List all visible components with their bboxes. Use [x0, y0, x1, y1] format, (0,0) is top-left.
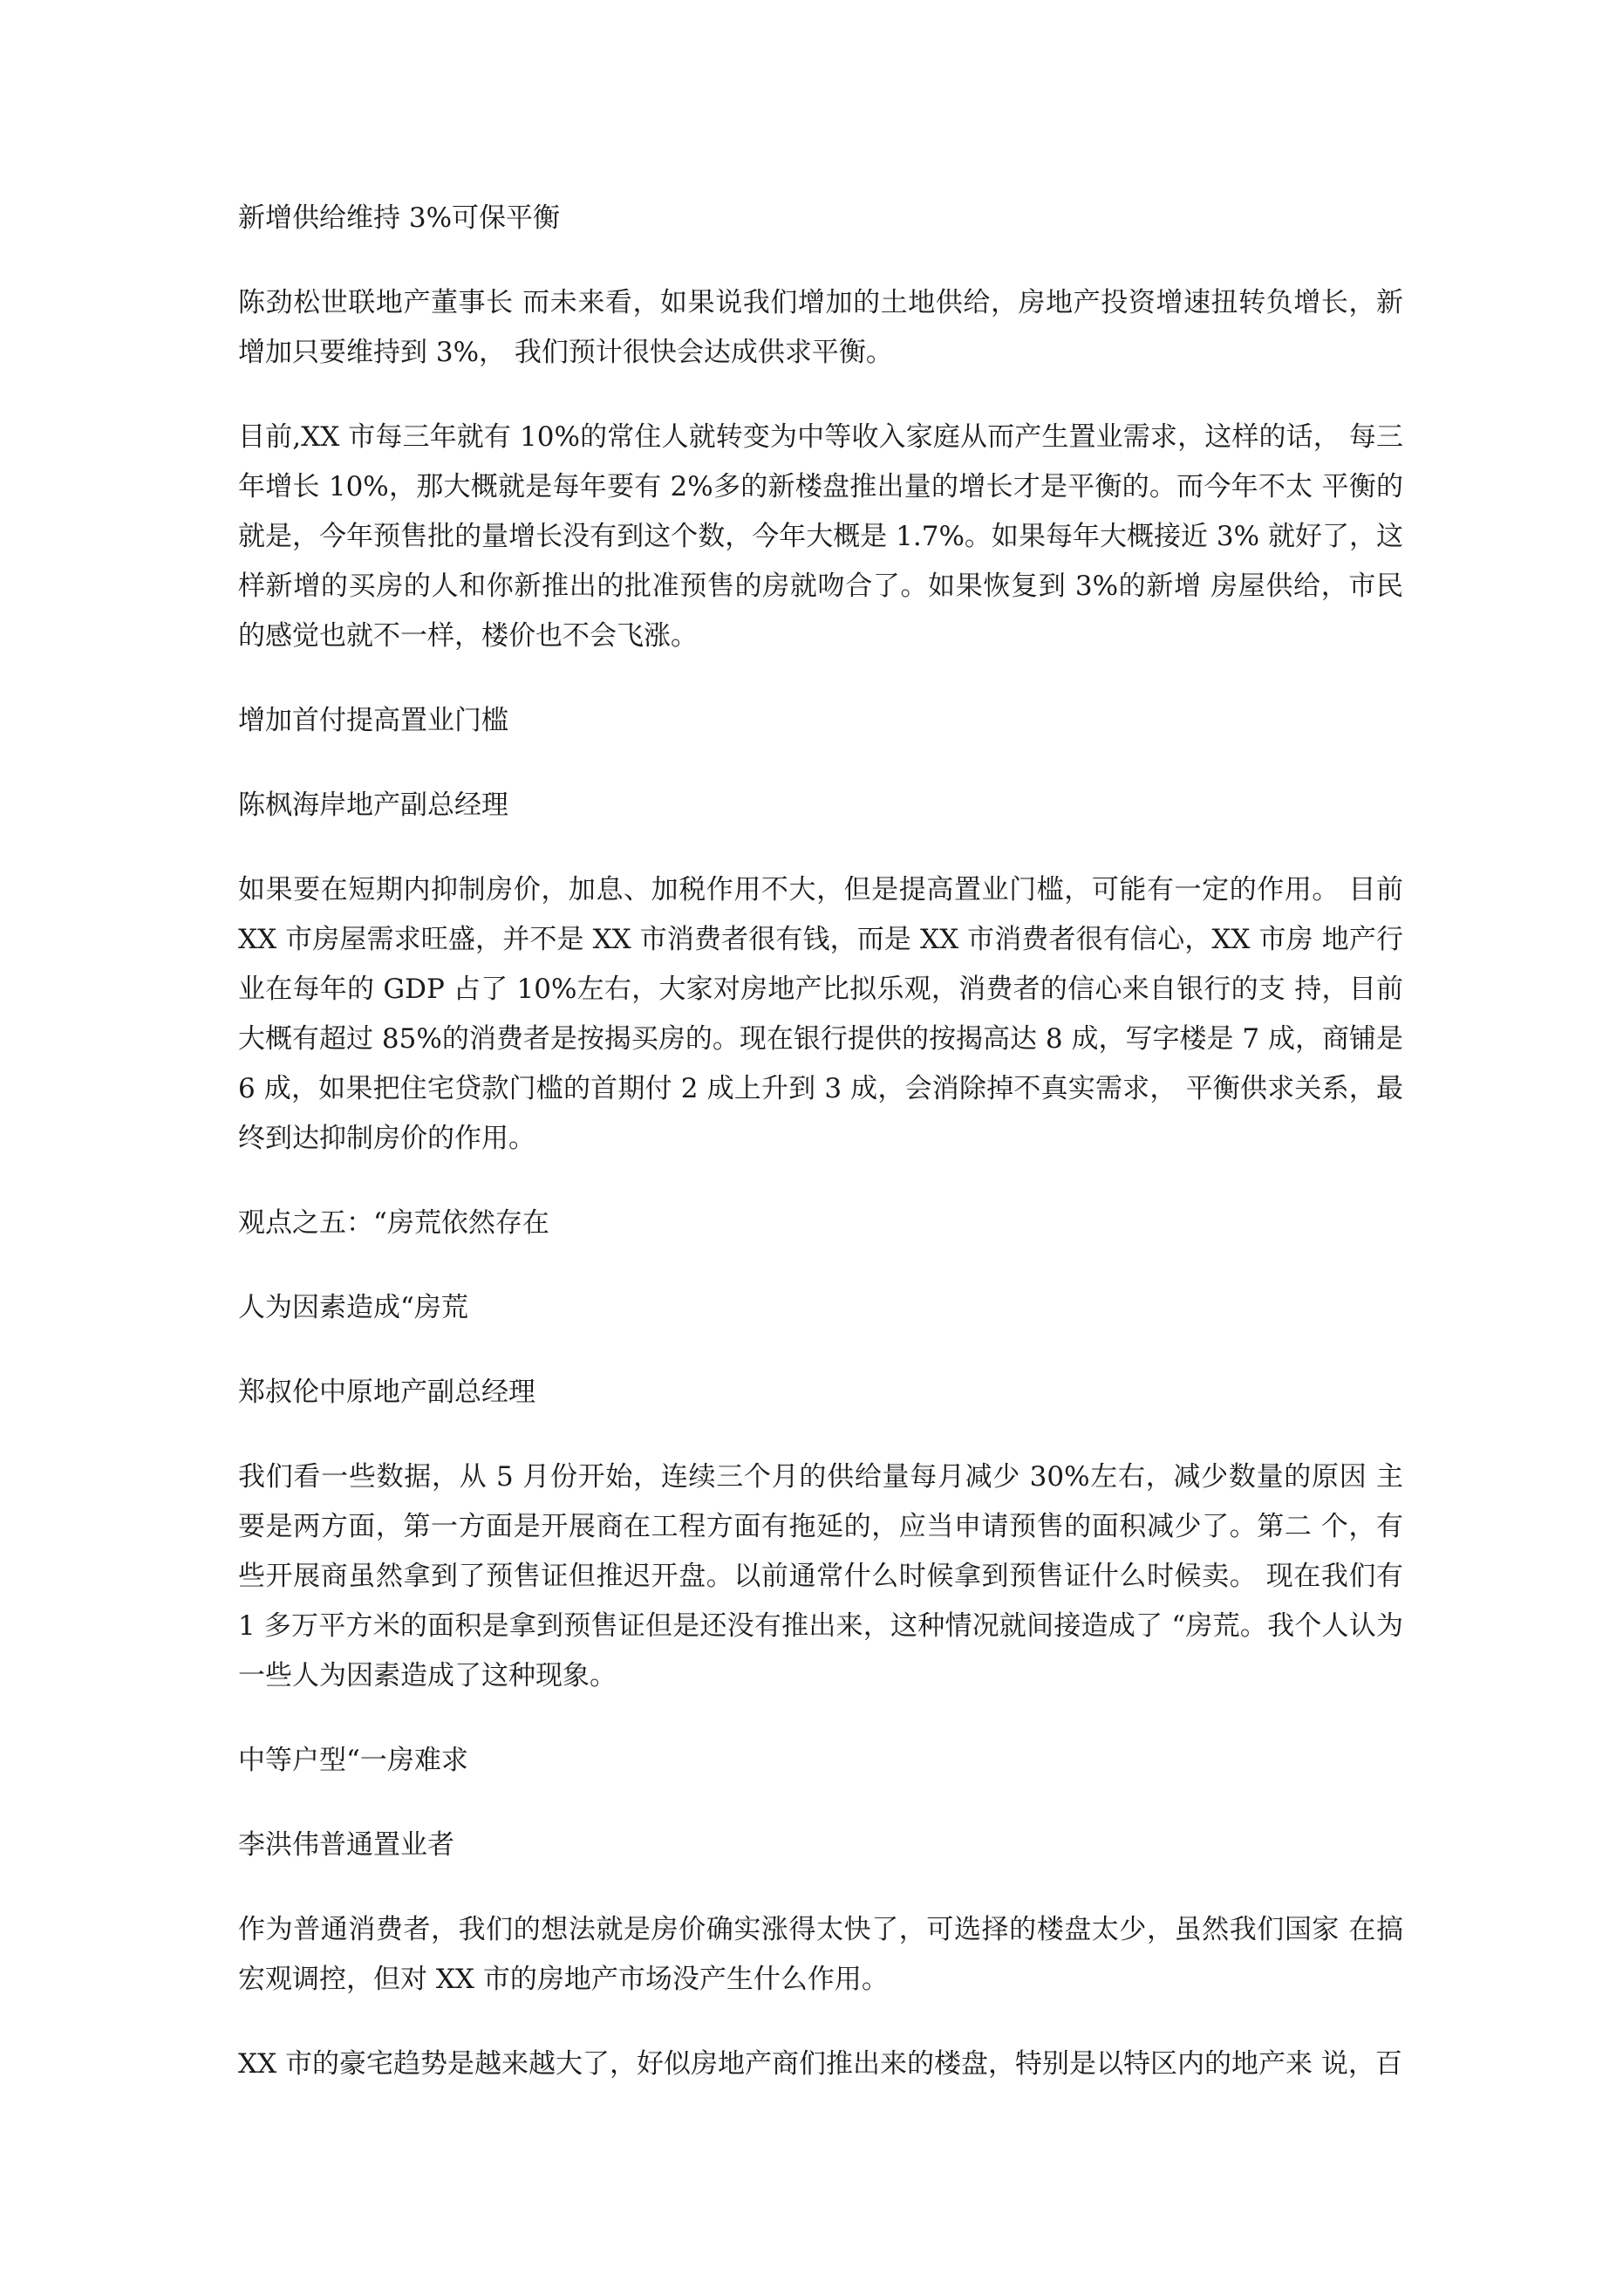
section-heading: 增加首付提高置业门槛	[238, 705, 508, 736]
body-paragraph: 作为普通消费者，我们的想法就是房价确实涨得太快了，可选择的楼盘太少，虽然我们国家 在搞宏观调控，但对 XX 市的房地产市场没产生什么作用。	[238, 1914, 1403, 1995]
document-body	[238, 194, 1412, 2124]
speaker-line: 陈枫海岸地产副总经理	[238, 789, 508, 821]
speaker-line: 郑叔伦中原地产副总经理	[238, 1377, 535, 1408]
speaker-line: 李洪伟普通置业者	[238, 1829, 454, 1861]
section-heading: 新增供给维持 3%可保平衡	[238, 202, 561, 234]
body-paragraph: XX 市的豪宅趋势是越来越大了，好似房地产商们推出来的楼盘，特别是以特区内的地产来 说，百	[238, 2048, 1402, 2080]
section-heading: 人为因素造成“房荒	[238, 1292, 468, 1323]
section-heading: 中等户型“一房难求	[238, 1745, 468, 1776]
body-paragraph: 如果要在短期内抑制房价，加息、加税作用不大，但是提高置业门槛，可能有一定的作用。 目前 XX 市房屋需求旺盛，并不是 XX 市消费者很有钱，而是 XX 市消费者很有信心，XX 市房 地产行业在每年的 GDP 占了 10%左右，大家对房地产比拟乐观，消费者的信心来自银行的支 持，目前大概有超过 85%的消费者是按揭买房的。现在银行提供的按揭高达 8 成，写字楼是 7 成，商铺是 6 成，如果把住宅贷款门槛的首期付 2 成上升到 3 成，会消除掉不真实需求， 平衡供求关系，最终到达抑制房价的作用。	[238, 874, 1412, 1154]
body-paragraph: 陈劲松世联地产董事长 而未来看，如果说我们增加的土地供给，房地产投资增速扭转负增长，新增加只要维持到 3%， 我们预计很快会达成供求平衡。	[238, 287, 1403, 368]
section-heading: 观点之五：“房荒依然存在	[238, 1207, 549, 1239]
body-paragraph: 我们看一些数据，从 5 月份开始，连续三个月的供给量每月减少 30%左右，减少数量的原因 主要是两方面，第一方面是开展商在工程方面有拖延的，应当申请预售的面积减少了。第二 个，有些开展商虽然拿到了预售证但推迟开盘。以前通常什么时候拿到预售证什么时候卖。 现在我们有 1 多万平方米的面积是拿到预售证但是还没有推出来，这种情况就间接造成了 “房荒。我个人认为一些人为因素造成了这种现象。	[238, 1461, 1412, 1691]
body-paragraph: 目前,XX 市每三年就有 10%的常住人就转变为中等收入家庭从而产生置业需求，这样的话， 每三年增长 10%，那大概就是每年要有 2%多的新楼盘推出量的增长才是平衡的。而今年不太 平衡的就是，今年预售批的量增长没有到这个数，今年大概是 1.7%。如果每年大概接近 3% 就好了，这样新增的买房的人和你新推出的批准预售的房就吻合了。如果恢复到 3%的新增 房屋供给，市民的感觉也就不一样，楼价也不会飞涨。	[238, 421, 1403, 652]
